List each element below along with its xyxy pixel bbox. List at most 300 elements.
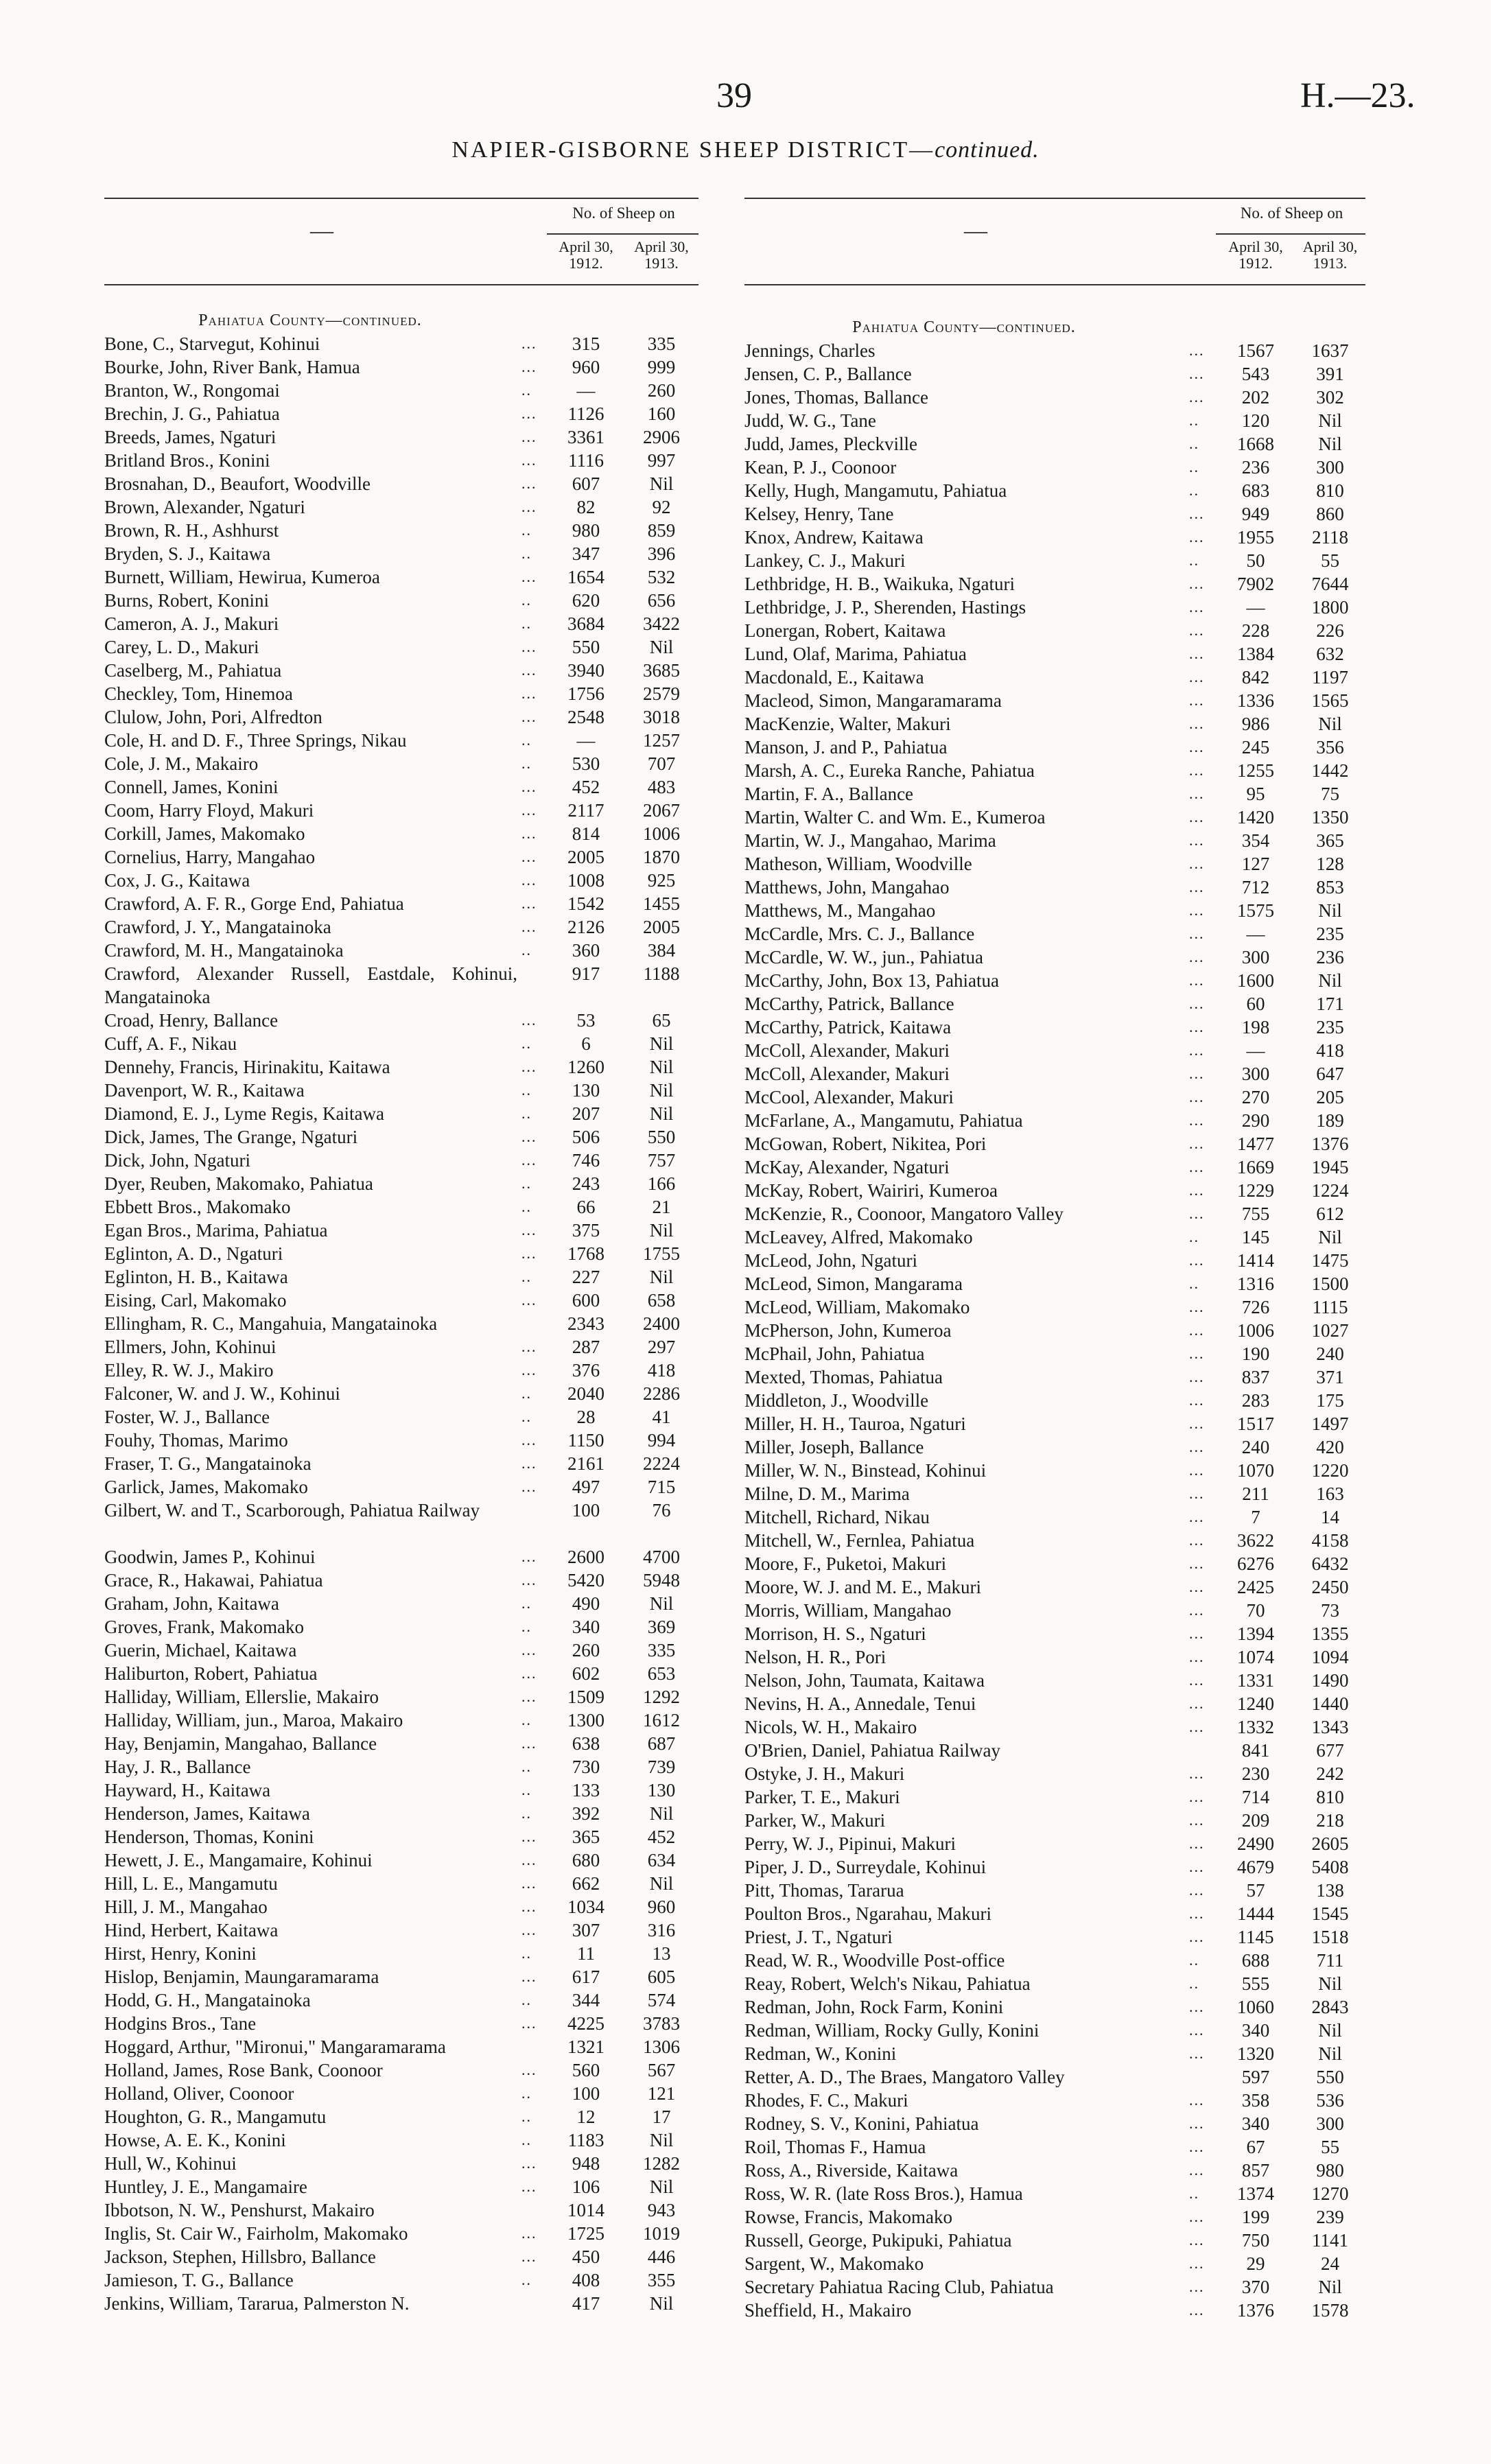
sheep-1913: 999 bbox=[647, 357, 676, 377]
leader-dots: ... bbox=[521, 1571, 537, 1588]
table-row bbox=[104, 1919, 698, 1942]
sheep-1912: 360 bbox=[572, 940, 600, 961]
table-row bbox=[744, 526, 1365, 549]
leader-dots: .. bbox=[521, 1198, 532, 1215]
sheep-1912: 750 bbox=[1241, 2230, 1270, 2251]
owner-name: McCool, Alexander, Makuri bbox=[744, 1087, 954, 1107]
header-1913: April 30, 1913. bbox=[634, 238, 689, 272]
owner-name: Houghton, G. R., Mangamutu bbox=[104, 2107, 327, 2127]
sheep-1912: 1517 bbox=[1237, 1413, 1274, 1434]
sheep-1912: 198 bbox=[1241, 1017, 1270, 1037]
sheep-1913: 656 bbox=[647, 590, 676, 611]
leader-dots: .. bbox=[521, 731, 532, 749]
sheep-1913: 128 bbox=[1316, 854, 1344, 874]
table-row bbox=[104, 939, 698, 962]
sheep-1912: 1654 bbox=[567, 567, 604, 587]
leader-dots: .. bbox=[521, 1781, 532, 1798]
table-row bbox=[744, 2229, 1365, 2252]
owner-name: Ross, W. R. (late Ross Bros.), Hamua bbox=[744, 2183, 1023, 2204]
table-row bbox=[104, 472, 698, 495]
sheep-1913: 92 bbox=[652, 497, 671, 517]
table-row bbox=[744, 712, 1365, 736]
sheep-1912: 1145 bbox=[1237, 1927, 1274, 1947]
sheep-1912: — bbox=[1246, 1040, 1265, 1061]
leader-dots: ... bbox=[1189, 762, 1205, 779]
leader-dots: ... bbox=[521, 848, 537, 865]
sheep-1912: 1376 bbox=[1237, 2300, 1274, 2321]
sheep-1912: 1240 bbox=[1237, 1693, 1274, 1714]
table-row bbox=[744, 1272, 1365, 1295]
sheep-1912: 730 bbox=[572, 1757, 600, 1777]
sheep-1913: Nil bbox=[1318, 2020, 1342, 2041]
table-row bbox=[104, 1825, 698, 1849]
leader-dots: ... bbox=[1189, 1158, 1205, 1175]
table-row bbox=[104, 845, 698, 869]
sheep-1912: 300 bbox=[1241, 1064, 1270, 1084]
table-row bbox=[104, 2128, 698, 2152]
sheep-1913: 605 bbox=[647, 1967, 676, 1987]
sheep-1913: Nil bbox=[649, 1873, 674, 1894]
table-row bbox=[104, 1709, 698, 1732]
table-row bbox=[744, 876, 1365, 899]
sheep-1912: 1420 bbox=[1237, 807, 1274, 828]
leader-dots: ... bbox=[1189, 1462, 1205, 1479]
sheep-1913: 1188 bbox=[643, 963, 680, 984]
owner-name: Holland, James, Rose Bank, Coonoor bbox=[104, 2060, 383, 2080]
sheep-1913: 335 bbox=[647, 1640, 676, 1661]
sheep-1913: 452 bbox=[647, 1827, 676, 1847]
table-row bbox=[104, 1942, 698, 1965]
owner-name: Priest, J. T., Ngaturi bbox=[744, 1927, 893, 1947]
leader-dots: ... bbox=[1189, 622, 1205, 639]
table-row bbox=[104, 1125, 698, 1149]
table-row bbox=[744, 736, 1365, 759]
leader-dots: ... bbox=[1189, 1928, 1205, 1945]
leader-dots: .. bbox=[521, 2108, 532, 2125]
sheep-1912: 100 bbox=[572, 1500, 600, 1521]
table-row bbox=[104, 1732, 698, 1755]
owner-name: Guerin, Michael, Kaitawa bbox=[104, 1640, 297, 1661]
owner-name: Garlick, James, Makomako bbox=[104, 1477, 308, 1497]
table-row bbox=[744, 899, 1365, 922]
owner-name: Hislop, Benjamin, Maungaramarama bbox=[104, 1967, 379, 1987]
table-row bbox=[744, 1645, 1365, 1669]
sheep-1912: 1600 bbox=[1237, 970, 1274, 991]
sheep-1912: 638 bbox=[572, 1733, 600, 1754]
owner-name: Jamieson, T. G., Ballance bbox=[104, 2270, 294, 2290]
table-row bbox=[744, 1132, 1365, 1155]
sheep-1913: 1565 bbox=[1311, 690, 1349, 711]
owner-name: Lethbridge, H. B., Waikuka, Ngaturi bbox=[744, 574, 1015, 594]
sheep-1913: 1800 bbox=[1311, 597, 1349, 618]
sheep-1912: 620 bbox=[572, 590, 600, 611]
sheep-1913: 632 bbox=[1316, 644, 1344, 664]
sheep-1913: 810 bbox=[1316, 1787, 1344, 1807]
leader-dots: .. bbox=[521, 591, 532, 609]
leader-dots: ... bbox=[1189, 1112, 1205, 1129]
owner-name: McCarthy, Patrick, Ballance bbox=[744, 994, 954, 1014]
leader-dots: ... bbox=[521, 1548, 537, 1565]
table-row bbox=[744, 2182, 1365, 2205]
leader-dots: .. bbox=[521, 1991, 532, 2008]
sheep-1912: 370 bbox=[1241, 2277, 1270, 2297]
owner-name: Halliday, William, jun., Maroa, Makairo bbox=[104, 1710, 403, 1730]
header-bottom-rule bbox=[104, 284, 698, 285]
leader-dots: .. bbox=[521, 1268, 532, 1285]
sheep-1913: Nil bbox=[1318, 900, 1342, 921]
leader-dots: ... bbox=[1189, 832, 1205, 849]
sheep-1913: 2843 bbox=[1311, 1997, 1349, 2017]
table-row bbox=[104, 1499, 698, 1545]
table-row bbox=[744, 946, 1365, 969]
table-row bbox=[104, 589, 698, 612]
owner-name: Pitt, Thomas, Tararua bbox=[744, 1880, 904, 1901]
sheep-1913: 2067 bbox=[643, 800, 680, 821]
leader-dots: ... bbox=[521, 2225, 537, 2242]
sheep-1912: 340 bbox=[1241, 2020, 1270, 2041]
table-row bbox=[104, 1569, 698, 1592]
sheep-1913: 121 bbox=[647, 2083, 676, 2104]
sheep-1913: 1475 bbox=[1311, 1250, 1349, 1271]
sheep-1912: 358 bbox=[1241, 2090, 1270, 2111]
sheep-1912: 120 bbox=[1241, 410, 1270, 431]
leader-dots: ... bbox=[521, 428, 537, 445]
sheep-1912: 29 bbox=[1246, 2253, 1265, 2274]
table-row bbox=[104, 1685, 698, 1709]
table-row bbox=[744, 1949, 1365, 1972]
sheep-1912: 375 bbox=[572, 1220, 600, 1241]
table-row bbox=[744, 1482, 1365, 1505]
owner-name: Judd, James, Pleckville bbox=[744, 434, 917, 454]
sheep-1912: 3684 bbox=[567, 613, 604, 634]
owner-name: Dick, James, The Grange, Ngaturi bbox=[104, 1127, 358, 1147]
owner-name: Matthews, M., Mangahao bbox=[744, 900, 936, 921]
sheep-1913: Nil bbox=[649, 2176, 674, 2197]
table-row bbox=[744, 549, 1365, 572]
sheep-1912: 726 bbox=[1241, 1297, 1270, 1317]
table-row bbox=[744, 1832, 1365, 1855]
owner-name: Hoggard, Arthur, "Mironui," Mangaramarama bbox=[104, 2037, 446, 2057]
owner-name: Lankey, C. J., Makuri bbox=[744, 550, 906, 571]
owner-name: Lethbridge, J. P., Sherenden, Hastings bbox=[744, 597, 1026, 618]
owner-name: Manson, J. and P., Pahiatua bbox=[744, 737, 948, 758]
sheep-1912: 1542 bbox=[567, 893, 604, 914]
leader-dots: ... bbox=[1189, 1765, 1205, 1782]
sheep-1913: 1870 bbox=[643, 847, 680, 867]
sheep-1913: 2579 bbox=[643, 683, 680, 704]
sheep-1913: 2118 bbox=[1312, 527, 1348, 548]
table-row bbox=[104, 1429, 698, 1452]
sheep-1912: 243 bbox=[572, 1173, 600, 1194]
sheep-1912: 1756 bbox=[567, 683, 604, 704]
sheep-1912: 53 bbox=[576, 1010, 596, 1031]
sheep-1912: 607 bbox=[572, 473, 600, 494]
sheep-1912: 1183 bbox=[567, 2130, 604, 2150]
sheep-1912: 600 bbox=[572, 1290, 600, 1311]
table-row bbox=[744, 1879, 1365, 1902]
leader-dots: ... bbox=[521, 1361, 537, 1378]
leader-dots: ... bbox=[521, 918, 537, 935]
sheep-1913: 960 bbox=[647, 1897, 676, 1917]
sheep-1913: 536 bbox=[1316, 2090, 1344, 2111]
owner-name: Macleod, Simon, Mangaramarama bbox=[744, 690, 1002, 711]
leader-dots: ... bbox=[521, 778, 537, 795]
sheep-1913: 2605 bbox=[1311, 1833, 1349, 1854]
table-row bbox=[104, 1662, 698, 1685]
table-row bbox=[104, 1872, 698, 1895]
table-row bbox=[744, 1855, 1365, 1879]
table-row bbox=[744, 992, 1365, 1016]
table-row bbox=[104, 1312, 698, 1335]
leader-dots: ... bbox=[1189, 1998, 1205, 2015]
owner-name: Morris, William, Mangahao bbox=[744, 1600, 952, 1621]
owner-name: Croad, Henry, Ballance bbox=[104, 1010, 279, 1031]
sheep-1912: 683 bbox=[1241, 480, 1270, 501]
leader-dots: ... bbox=[1189, 1555, 1205, 1572]
sheep-1912: 207 bbox=[572, 1103, 600, 1124]
sheep-1913: 1612 bbox=[643, 1710, 680, 1730]
table-top-rule bbox=[744, 198, 1365, 199]
table-row bbox=[104, 402, 698, 425]
table-row bbox=[744, 1505, 1365, 1529]
page-number: 39 bbox=[716, 76, 752, 115]
sheep-1913: Nil bbox=[1318, 434, 1342, 454]
owner-name: Russell, George, Pukipuki, Pahiatua bbox=[744, 2230, 1012, 2251]
sheep-1913: 707 bbox=[647, 753, 676, 774]
leader-dots: ... bbox=[1189, 902, 1205, 919]
owner-name: Miller, H. H., Tauroa, Ngaturi bbox=[744, 1413, 966, 1434]
owner-name: Miller, Joseph, Ballance bbox=[744, 1437, 924, 1457]
sheep-1913: 55 bbox=[1321, 550, 1339, 571]
sheep-1913: 166 bbox=[647, 1173, 676, 1194]
sheep-1912: 1321 bbox=[567, 2037, 604, 2057]
sheep-1912: 392 bbox=[572, 1803, 600, 1824]
leader-dots: ... bbox=[1189, 1415, 1205, 1432]
sheep-1912: 680 bbox=[572, 1850, 600, 1870]
sheep-1913: 335 bbox=[647, 333, 676, 354]
leader-dots: ... bbox=[521, 801, 537, 819]
sheep-1913: Nil bbox=[649, 1057, 674, 1077]
table-row bbox=[104, 1149, 698, 1172]
sheep-1913: 1306 bbox=[643, 2037, 680, 2057]
leader-dots: ... bbox=[521, 498, 537, 515]
sheep-1913: 4700 bbox=[643, 1547, 680, 1567]
leader-dots: ... bbox=[1189, 1835, 1205, 1852]
table-row bbox=[104, 1102, 698, 1125]
leader-dots: .. bbox=[521, 1408, 532, 1425]
owner-name: Ellingham, R. C., Mangahuia, Mangatainoka bbox=[104, 1313, 438, 1334]
sheep-1912: 283 bbox=[1241, 1390, 1270, 1411]
sheep-1913: Nil bbox=[1318, 2043, 1342, 2064]
table-row bbox=[744, 1925, 1365, 1949]
sheep-1913: 612 bbox=[1316, 1204, 1344, 1224]
owner-name: Crawford, M. H., Mangatainoka bbox=[104, 940, 344, 961]
leader-dots: ... bbox=[1189, 2045, 1205, 2062]
sheep-1912: 66 bbox=[576, 1197, 596, 1217]
sheep-1913: 1115 bbox=[1312, 1297, 1348, 1317]
owner-name: Cameron, A. J., Makuri bbox=[104, 613, 279, 634]
sheep-1912: 145 bbox=[1241, 1227, 1270, 1247]
leader-dots: ... bbox=[521, 1221, 537, 1239]
table-row bbox=[744, 2065, 1365, 2089]
table-row bbox=[744, 1715, 1365, 1739]
leader-dots: ... bbox=[521, 708, 537, 725]
table-row bbox=[104, 892, 698, 915]
owner-name: Dyer, Reuben, Makomako, Pahiatua bbox=[104, 1173, 373, 1194]
sheep-1912: 550 bbox=[572, 637, 600, 657]
table-row bbox=[744, 759, 1365, 782]
leader-dots: ... bbox=[1189, 342, 1205, 359]
sheep-1913: 550 bbox=[1316, 2067, 1344, 2087]
sheep-1913: 418 bbox=[1316, 1040, 1344, 1061]
sheep-1913: 239 bbox=[1316, 2207, 1344, 2227]
table-row bbox=[104, 2222, 698, 2245]
leader-dots: ... bbox=[1189, 1182, 1205, 1199]
table-row bbox=[744, 1179, 1365, 1202]
sheep-1912: 1477 bbox=[1237, 1134, 1274, 1154]
sheep-1913: 300 bbox=[1316, 457, 1344, 478]
table-row bbox=[104, 1545, 698, 1569]
owner-name: McCardle, W. W., jun., Pahiatua bbox=[744, 947, 983, 967]
sheep-1912: 2161 bbox=[567, 1453, 604, 1474]
owner-name: Nelson, H. R., Pori bbox=[744, 1647, 887, 1667]
sheep-1913: 420 bbox=[1316, 1437, 1344, 1457]
sheep-1913: Nil bbox=[649, 1220, 674, 1241]
owner-name: McFarlane, A., Mangamutu, Pahiatua bbox=[744, 1110, 1023, 1131]
table-row bbox=[104, 425, 698, 449]
table-row bbox=[104, 1359, 698, 1382]
sheep-1913: 1442 bbox=[1311, 760, 1349, 781]
leader-dots: ... bbox=[1189, 1601, 1205, 1619]
owner-name: Roil, Thomas F., Hamua bbox=[744, 2137, 926, 2157]
sheep-1913: Nil bbox=[1318, 410, 1342, 431]
sheep-1913: 73 bbox=[1321, 1600, 1339, 1621]
table-row bbox=[104, 1289, 698, 1312]
table-row bbox=[104, 1615, 698, 1639]
sheep-1913: 3685 bbox=[643, 660, 680, 681]
sheep-1912: 2117 bbox=[567, 800, 604, 821]
sheep-1912: 1320 bbox=[1237, 2043, 1274, 2064]
table-row bbox=[744, 1552, 1365, 1575]
title-main: NAPIER-GISBORNE SHEEP DISTRICT— bbox=[451, 137, 935, 163]
sheep-1913: 302 bbox=[1316, 387, 1344, 408]
table-row bbox=[744, 1995, 1365, 2019]
table-row bbox=[744, 619, 1365, 642]
leader-dots: ... bbox=[521, 1291, 537, 1309]
table-row bbox=[104, 2292, 698, 2315]
owner-name: Jones, Thomas, Ballance bbox=[744, 387, 928, 408]
owner-name: Clulow, John, Pori, Alfredton bbox=[104, 707, 322, 727]
leader-dots: .. bbox=[521, 1618, 532, 1635]
owner-name: Checkley, Tom, Hinemoa bbox=[104, 683, 293, 704]
leader-dots: .. bbox=[1189, 552, 1199, 569]
sheep-1913: Nil bbox=[649, 1593, 674, 1614]
sheep-1913: 5408 bbox=[1311, 1857, 1349, 1877]
sheep-1912: 417 bbox=[572, 2293, 600, 2314]
owner-name: Lund, Olaf, Marima, Pahiatua bbox=[744, 644, 967, 664]
owner-name: Rodney, S. V., Konini, Pahiatua bbox=[744, 2113, 979, 2134]
table-row bbox=[104, 1055, 698, 1079]
sheep-1913: 4158 bbox=[1311, 1530, 1349, 1551]
owner-name: Judd, W. G., Tane bbox=[744, 410, 876, 431]
sheep-1913: 980 bbox=[1316, 2160, 1344, 2181]
table-row bbox=[744, 2275, 1365, 2299]
table-row bbox=[744, 922, 1365, 946]
leader-dots: ... bbox=[1189, 2231, 1205, 2249]
sheep-1913: Nil bbox=[649, 1033, 674, 1054]
owner-name: Moore, F., Puketoi, Makuri bbox=[744, 1553, 947, 1574]
sheep-1912: 1070 bbox=[1237, 1460, 1274, 1481]
leader-dots: .. bbox=[521, 1175, 532, 1192]
sheep-1913: 6432 bbox=[1311, 1553, 1349, 1574]
owner-name: Kelly, Hugh, Mangamutu, Pahiatua bbox=[744, 480, 1007, 501]
sheep-1912: 2126 bbox=[567, 917, 604, 937]
owner-name: O'Brien, Daniel, Pahiatua Railway bbox=[744, 1740, 1001, 1761]
table-row bbox=[104, 1172, 698, 1195]
owner-name: McLeavey, Alfred, Makomako bbox=[744, 1227, 973, 1247]
owner-name: Cornelius, Harry, Mangahao bbox=[104, 847, 316, 867]
sheep-1913: 2224 bbox=[643, 1453, 680, 1474]
leader-dots: ... bbox=[1189, 668, 1205, 685]
owner-name: Halliday, William, Ellerslie, Makairo bbox=[104, 1687, 379, 1707]
leader-dots: ... bbox=[521, 451, 537, 469]
leader-dots: ... bbox=[1189, 1438, 1205, 1455]
table-row bbox=[104, 635, 698, 659]
table-row bbox=[744, 339, 1365, 362]
owner-name: Nelson, John, Taumata, Kaitawa bbox=[744, 1670, 985, 1691]
leader-dots: ... bbox=[1189, 738, 1205, 755]
table-row bbox=[744, 2089, 1365, 2112]
sheep-1913: 171 bbox=[1316, 994, 1344, 1014]
leader-dots: ... bbox=[521, 661, 537, 679]
sheep-1912: 236 bbox=[1241, 457, 1270, 478]
owner-name: Nicols, W. H., Makairo bbox=[744, 1717, 917, 1737]
sheep-1912: 12 bbox=[576, 2107, 596, 2127]
sheep-1912: 199 bbox=[1241, 2207, 1270, 2227]
sheep-1913: 1455 bbox=[643, 893, 680, 914]
sheep-1913: 634 bbox=[647, 1850, 676, 1870]
table-row bbox=[744, 666, 1365, 689]
sheep-1913: 997 bbox=[647, 450, 676, 471]
sheep-1913: 1019 bbox=[643, 2223, 680, 2244]
leader-dots: ... bbox=[1189, 692, 1205, 709]
table-row bbox=[104, 822, 698, 845]
sheep-1912: 190 bbox=[1241, 1344, 1270, 1364]
owner-name: Eglinton, H. B., Kaitawa bbox=[104, 1267, 288, 1287]
sheep-1912: — bbox=[1246, 597, 1265, 618]
leader-dots: ... bbox=[1189, 1252, 1205, 1269]
table-row bbox=[104, 1965, 698, 1988]
leader-dots: ... bbox=[1189, 365, 1205, 382]
sheep-1912: 2040 bbox=[567, 1383, 604, 1404]
sheep-1912: 2425 bbox=[1237, 1577, 1274, 1597]
sheep-1913: 175 bbox=[1316, 1390, 1344, 1411]
leader-dots: ... bbox=[521, 335, 537, 352]
leader-dots: ... bbox=[1189, 785, 1205, 802]
sheep-1913: 532 bbox=[647, 567, 676, 587]
sheep-1912: 960 bbox=[572, 357, 600, 377]
table-row bbox=[744, 1202, 1365, 1225]
owner-name: McLeod, Simon, Mangarama bbox=[744, 1274, 963, 1294]
table-row bbox=[744, 1249, 1365, 1272]
table-row bbox=[104, 752, 698, 775]
sheep-1913: 647 bbox=[1316, 1064, 1344, 1084]
header-1913: April 30, 1913. bbox=[1302, 238, 1358, 272]
leader-dots: ... bbox=[521, 2015, 537, 2032]
owner-name: Henderson, Thomas, Konini bbox=[104, 1827, 314, 1847]
leader-dots: ... bbox=[1189, 1788, 1205, 1805]
table-row bbox=[744, 1599, 1365, 1622]
